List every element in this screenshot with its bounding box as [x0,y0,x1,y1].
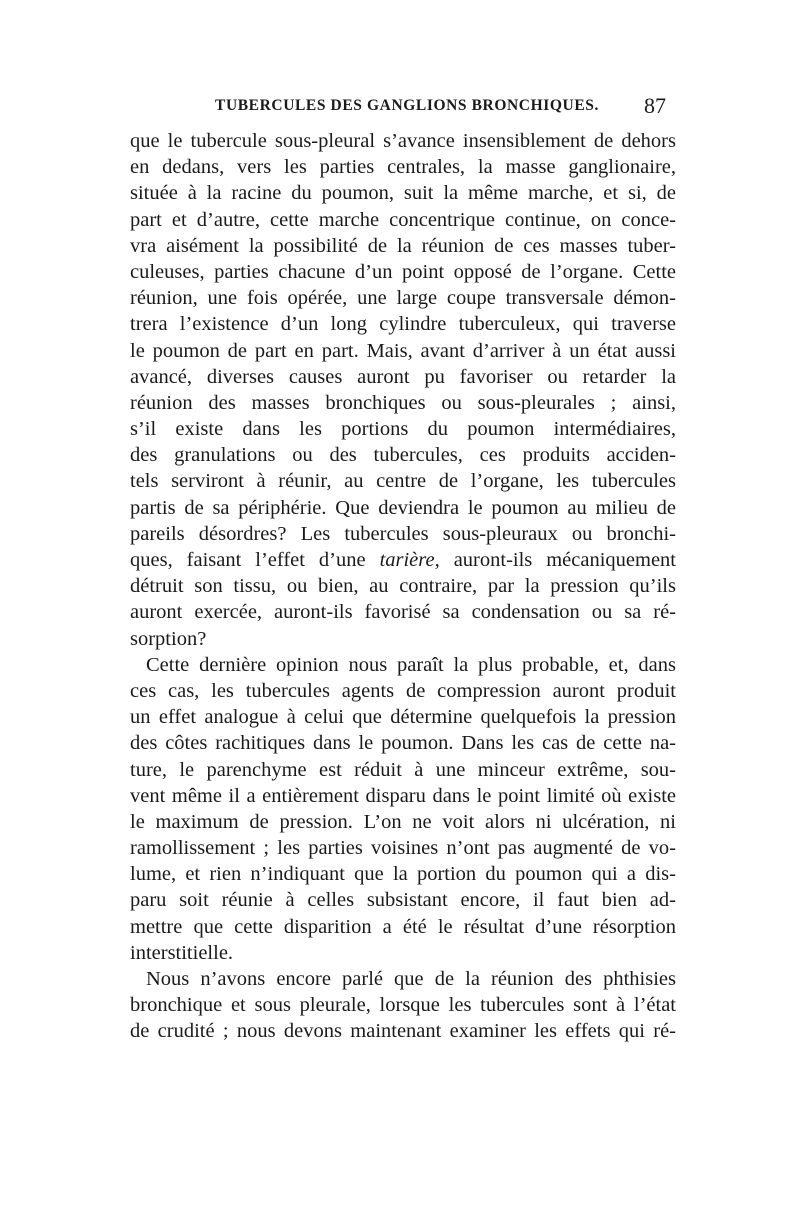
text-line: un effet analogue à celui que détermine quelquefois la pression [130,706,676,729]
paragraph [130,128,676,652]
text-line: sorption? [130,627,207,650]
text-line: réunion des masses bronchiques ou sous-pleurales ; ainsi, [130,391,676,414]
page-number: 87 [644,93,666,118]
text-line: ces cas, les tubercules agents de compression auront produit [130,679,676,702]
text-line: avancé, diverses causes auront pu favoriser ou retarder la [130,365,676,388]
body-text [130,128,676,1045]
text-line: en dedans, vers les parties centrales, la masse ganglionaire, [130,156,676,179]
text-line: culeuses, parties chacune d’un point opposé de l’organe. Cette [130,260,676,283]
text-line: Cette dernière opinion nous paraît la plus probable, et, dans [146,653,676,676]
text-line: paru soit réunie à celles subsistant encore, il faut bien ad- [130,889,676,912]
paragraph [130,966,676,1045]
text-line: tels serviront à réunir, au centre de l’organe, les tubercules [130,470,676,493]
text-line: que le tubercule sous-pleural s’avance insensiblement de dehors [130,130,676,152]
text-line: pareils désordres? Les tubercules sous-pleuraux ou bronchi- [130,522,676,545]
text-line: détruit son tissu, ou bien, au contraire, par la pression qu’ils [130,575,676,598]
text-fragment: ques, faisant l’effet d’une [130,549,380,571]
running-title: TUBERCULES DES GANGLIONS BRONCHIQUES. [215,97,599,114]
text-line: ramollissement ; les parties voisines n’ont pas augmenté de vo- [130,837,676,860]
text-line: part et d’autre, cette marche concentrique continue, on conce- [130,208,676,231]
italic-word: tarière [379,549,435,571]
text-line: des granulations ou des tubercules, ces produits acciden- [130,444,676,467]
text-line: le maximum de pression. L’on ne voit alors ni ulcération, ni [130,810,676,833]
text-line: réunion, une fois opérée, une large coupe transversale démon- [130,287,676,310]
text-line: située à la racine du poumon, suit la même marche, et si, de [130,182,676,205]
paragraph [130,652,676,966]
text-fragment: , auront-ils mécaniquement [434,549,676,571]
text-line: lume, et rien n’indiquant que la portion du poumon qui a dis- [130,863,676,886]
text-line-with-italic [130,547,676,573]
text-line: s’il existe dans les portions du poumon intermédiaires, [130,418,676,441]
text-line: interstitielle. [130,941,234,964]
text-line: de crudité ; nous devons maintenant examiner les effets qui ré- [130,1020,676,1043]
text-line: vra aisément la possibilité de la réunion de ces masses tuber- [130,234,676,257]
running-header [130,93,666,121]
text-line: trera l’existence d’un long cylindre tuberculeux, qui traverse [130,313,676,336]
text-line: bronchique et sous pleurale, lorsque les tubercules sont à l’état [130,994,676,1017]
text-line: Nous n’avons encore parlé que de la réunion des phthisies [146,968,676,990]
text-line: partis de sa périphérie. Que deviendra le poumon au milieu de [130,496,676,519]
text-line: des côtes rachitiques dans le poumon. Dans les cas de cette na- [130,732,676,755]
text-line: ture, le parenchyme est réduit à une minceur extrême, sou- [130,758,676,781]
text-line: auront exercée, auront-ils favorisé sa condensation ou sa ré- [130,601,676,624]
text-line: le poumon de part en part. Mais, avant d’arriver à un état aussi [130,339,676,362]
text-line: vent même il a entièrement disparu dans le point limité où existe [130,784,676,807]
text-line: mettre que cette disparition a été le résultat d’une résorption [130,915,676,938]
